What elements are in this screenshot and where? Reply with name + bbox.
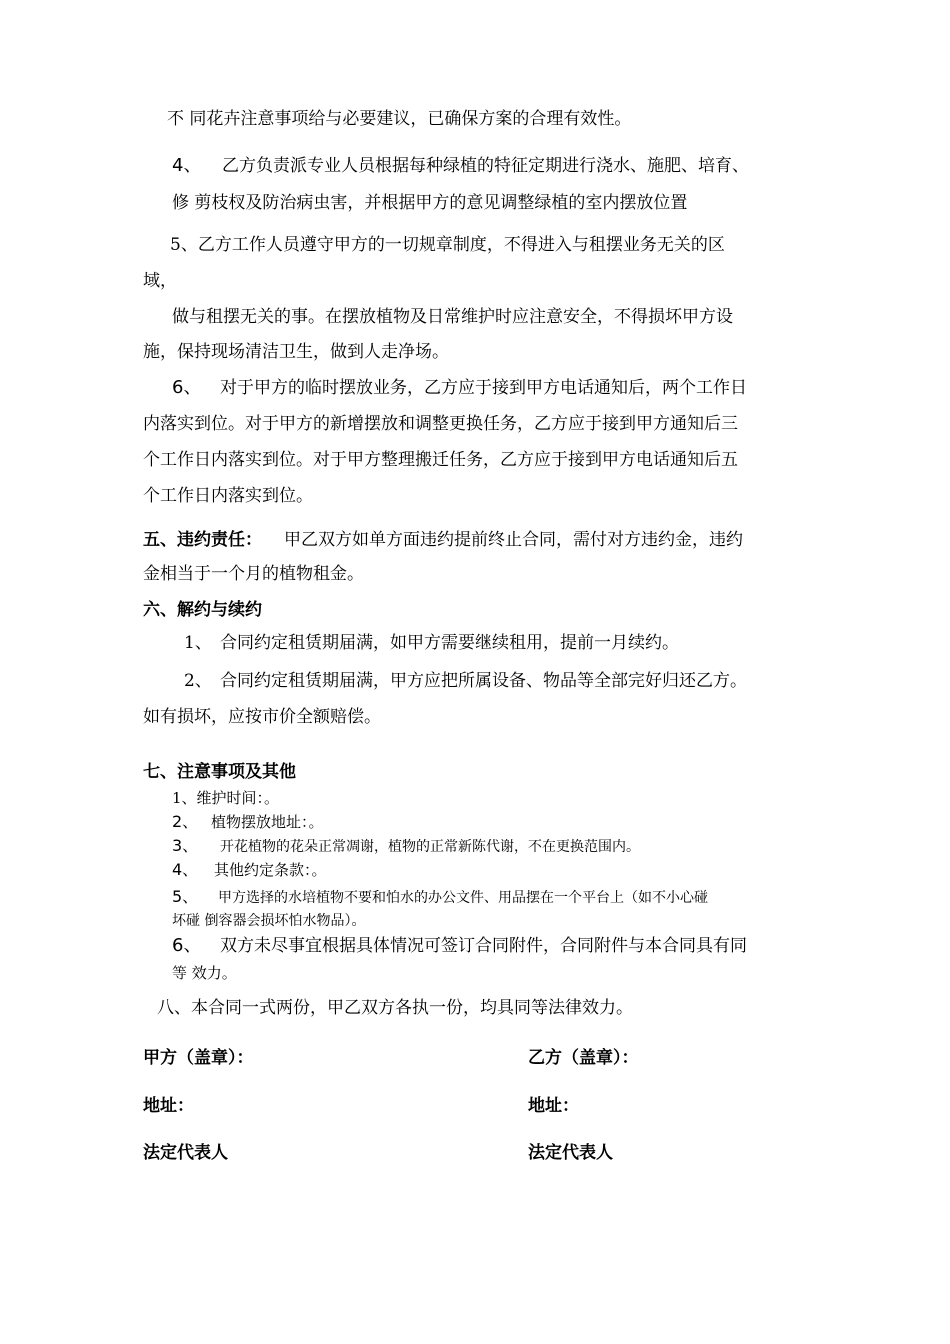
text-line: 如有损坏，应按市价全额赔偿。 <box>143 707 381 727</box>
section-heading: 六、解约与续约 <box>143 600 262 620</box>
item-number: 6、 <box>172 935 202 956</box>
party-b-address: 地址： <box>528 1096 579 1116</box>
text-line: 合同约定租赁期届满，甲方应把所属设备、物品等全部完好归还乙方。 <box>220 671 747 691</box>
party-b-representative: 法定代表人 <box>528 1143 613 1163</box>
item-number: 6、 <box>172 377 202 398</box>
text-line: 对于甲方的临时摆放业务，乙方应于接到甲方电话通知后，两个工作日 <box>220 378 747 398</box>
item-number: 1、 <box>184 633 212 653</box>
text-line: 5、乙方工作人员遵守甲方的一切规章制度，不得进入与租摆业务无关的区 <box>170 235 725 255</box>
text-line: 个工作日内落实到位。 <box>143 486 313 506</box>
text-line: 开花植物的花朵正常凋谢，植物的正常新陈代谢，不在更换范围内。 <box>220 839 640 855</box>
text-line: 个工作日内落实到位。对于甲方整理搬迁任务，乙方应于接到甲方电话通知后五 <box>143 450 738 470</box>
party-a-representative: 法定代表人 <box>143 1143 228 1163</box>
item-number: 4、 <box>172 860 199 879</box>
item-number: 3、 <box>172 836 199 855</box>
section-heading: 五、违约责任： <box>143 530 262 550</box>
item-number: 4、 <box>172 155 202 176</box>
text-line: 金相当于一个月的植物租金。 <box>143 564 364 584</box>
text-line: 域， <box>143 271 177 291</box>
text-line: 乙方负责派专业人员根据每种绿植的特征定期进行浇水、施肥、培育、 <box>222 156 749 176</box>
text-line: 修 剪枝杈及防治病虫害，并根据甲方的意见调整绿植的室内摆放位置 <box>172 193 688 213</box>
party-b-seal: 乙方（盖章）： <box>528 1048 639 1068</box>
text-line: 1、维护时间：。 <box>172 789 280 807</box>
text-line: 坏碰 倒容器会损坏怕水物品）。 <box>172 913 366 929</box>
text-line: 甲方选择的水培植物不要和怕水的办公文件、用品摆在一个平台上（如不小心碰 <box>218 890 708 906</box>
text-line: 植物摆放地址：。 <box>211 813 324 831</box>
item-number: 2、 <box>172 812 199 831</box>
text-line: 不 同花卉注意事项给与必要建议，已确保方案的合理有效性。 <box>167 109 632 129</box>
text-line: 做与租摆无关的事。在摆放植物及日常维护时应注意安全，不得损坏甲方设 <box>172 307 733 327</box>
text-line: 施，保持现场清洁卫生，做到人走净场。 <box>143 342 449 362</box>
text-line: 内落实到位。对于甲方的新增摆放和调整更换任务，乙方应于接到甲方通知后三 <box>143 414 738 434</box>
item-number: 2、 <box>184 671 212 691</box>
section-heading: 七、注意事项及其他 <box>143 762 296 782</box>
item-number: 5、 <box>172 887 199 906</box>
text-line: 双方未尽事宜根据具体情况可签订合同附件，合同附件与本合同具有同 <box>220 936 747 956</box>
text-line: 等 效力。 <box>172 964 237 982</box>
text-line: 甲乙双方如单方面违约提前终止合同，需付对方违约金，违约 <box>284 530 743 550</box>
party-a-address: 地址： <box>143 1096 194 1116</box>
text-line: 其他约定条款：。 <box>214 861 327 879</box>
text-line: 合同约定租赁期届满，如甲方需要继续租用，提前一月续约。 <box>220 633 679 653</box>
text-line: 八、本合同一式两份，甲乙双方各执一份，均具同等法律效力。 <box>157 998 633 1018</box>
party-a-seal: 甲方（盖章）： <box>143 1048 254 1068</box>
